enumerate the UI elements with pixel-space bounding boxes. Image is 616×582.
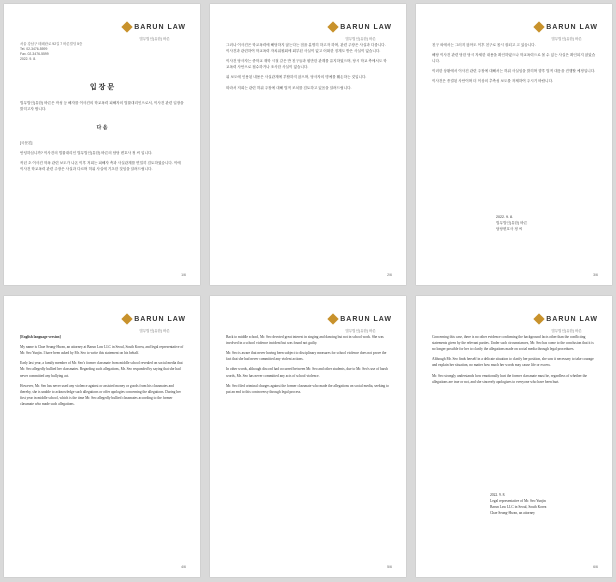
page-1 bbox=[4, 4, 200, 285]
version-label: [국문본] bbox=[20, 141, 33, 145]
firm-logo: BARUN LAW 법무법인(유한) 바른 bbox=[123, 18, 186, 42]
page-5 bbox=[210, 296, 406, 577]
page-4 bbox=[4, 296, 200, 577]
page-3-body: 친구 외에서는 그러지 않아도 이후 친구로 몹시 잘되고 고 있습니다. 해당 이사건 관련 당한 당시 자세한 내용을 확인하였으나 학교폭력으로 볼 수 있는 사실은 확인되지 않았습니다. 이러한 상황에서 이사건 관련 주장에 대해서는 허위 사실임을 밝히며 향후 법적 대응을 진행할 예정입니다. 이사건은 종결된 사안이며 더 이상의 추측성 보도를 자제하여 주시기 바랍니다. bbox=[432, 43, 596, 84]
diamond-logo-icon bbox=[328, 22, 339, 33]
page-5-body: Back to middle school, Mr. Seo devoted great interest in singing and dancing but not in school work. She was involved in a school violence incident but was found not guilty. Mr. Seo is aware that never having been subject to disciplinary measures for school violence does not prove the fact that she had never committed any violent actions. In other words, although discord had occurred between Mr. Seo and other students, due to Mr. Seo's use of harsh words, Mr. Seo has never committed any acts of school violence. Mr. Seo filed criminal charges against the former classmate who made the allegations on social media, seeking to put an end to this controversy through legal process. bbox=[226, 335, 389, 394]
page-title: 입 장 문 bbox=[89, 84, 115, 91]
page-3 bbox=[416, 4, 612, 285]
page-number: 5/6 bbox=[387, 565, 392, 569]
page-number: 3/6 bbox=[593, 273, 598, 277]
page-number: 1/6 bbox=[181, 273, 186, 277]
version-label: [English language version] bbox=[20, 335, 61, 339]
diamond-logo-icon bbox=[534, 22, 545, 33]
diamond-logo-icon bbox=[122, 22, 133, 33]
diamond-logo-icon bbox=[534, 314, 545, 325]
page-2 bbox=[210, 4, 406, 285]
signature-block: 2022. 9. 8. Legal representative of Mr. Seo Yunjin Barun Law LLC in Seoul, South Korea Chae Seung-Hwan, an attorney bbox=[490, 493, 547, 516]
signature-block: 2022. 9. 8. 법무법인(유한) 바른 담당변호사 정 씨 bbox=[496, 215, 528, 232]
page-6-body: Concerning this case, there is no other evidence confirming the background facts other than the conflicting statements given by the relevant parties. Under such circumstances, Mr. Seo has come to the conclusion that it is no longer possible for her to clarify the allegations made on social media through legal procedures. Although Mr. Seo finds herself in a delicate situation to clarify her position, she saw it necessary to take courage and explain her situation, no matter how much her words may cause life or excess. Mr. Seo strongly understands how emotionally hurt the former classmate must be, regardless of whether the allegations are true or not, and she sincerely apologizes to everyone who have been hurt. bbox=[432, 335, 594, 384]
page-2-body: 그러나 이사건은 학교폭력에 해당하지 않는다는 점을 분명히 하고자 하며, 관련 주장은 사실과 다릅니다. 이사건과 관련하여 학교폭력 자치위원회에 회부된 사실이 없고 어떠한 징계도 받은 사실이 없습니다. 이사건 당사자는 중학교 재학 시절 같은 반 친구들과 원만한 관계를 유지하였으며, 당시 학교 측에서도 학교폭력 사안으로 접수하거나 조사한 사실이 없습니다. 위 보도에 인용된 내용은 사실관계에 부합하지 않으며, 당사자의 명예를 훼손하는 것입니다. 따라서 저희는 관련 허위 주장에 대해 법적 조치를 검토하고 있음을 알려드립니다. bbox=[226, 43, 387, 90]
page-number: 4/6 bbox=[181, 565, 186, 569]
page-1-body: [국문본] 안녕하십니까? 이사건의 법률대리인 법무법인(유한) 바른의 담당 변호사 정 씨 입니다. 작년 초 이사건 학폭 관련 보도가 나온 이후 저희는 피해자 측과 사실관계를 면밀히 검토하였습니다. 이에 이사건 학교폭력 관련 주장은 사실과 다르며 허위 사실에 기초한 것임을 알려드립니다. bbox=[20, 140, 184, 176]
section-heading: 다 음 bbox=[96, 125, 108, 131]
address-block: 서울 강남구 테헤란로 92길 7 바른빌딩 5층 Tel. 02-3476-5599 Fax. 02-3476-5599 2022. 9. 8. bbox=[20, 42, 83, 62]
firm-logo: BARUN LAW 법무법인(유한) 바른 bbox=[123, 310, 186, 334]
diamond-logo-icon bbox=[122, 314, 133, 325]
firm-logo: BARUN LAW 법무법인(유한) 바른 bbox=[329, 18, 392, 42]
page-number: 2/6 bbox=[387, 273, 392, 277]
page-4-body: [English language version] My name is Chae Seung-Hwan, an attorney at Barun Law LLC in Seoul, South Korea, and legal representative of Mr. Seo Yunjin. I have been asked by Mr. Seo to write this statement on his behalf. Early last year, a family member of Mr. Seo's former classmate from middle school revealed on social media that Mr. Seo allegedly bullied her classmates. Regarding such allegations, Mr. Seo responded by saying that she had never committed any bullying act. However, Mr. Seo has never used any violence against or assisted money or goods from his classmates and thereby, she is unable to acknowledge such allegations or offer apologies concerning the allegations. During her first year in middle school, which is the time Mr. Seo allegedly bullied classmates according to the former classmate who made such allegations. bbox=[20, 335, 184, 406]
page-6 bbox=[416, 296, 612, 577]
statement-date: 2022. 9. 8. bbox=[496, 215, 513, 219]
statement-date: 2022. 9. 8. bbox=[490, 493, 506, 497]
diamond-logo-icon bbox=[328, 314, 339, 325]
firm-logo: BARUN LAW 법무법인(유한) 바른 bbox=[535, 18, 598, 42]
intro-text: 법무법인(유한) 바른은 작성 등 해자를 이사건의 학교폭력 피해자의 법률대리인으로서, 이사건 관련 입장을 밝히고자 합니다. bbox=[20, 101, 184, 112]
page-number: 6/6 bbox=[593, 565, 598, 569]
firm-logo: BARUN LAW 법무법인(유한) 바른 bbox=[329, 310, 392, 334]
firm-logo: BARUN LAW 법무법인(유한) 바른 bbox=[535, 310, 598, 334]
